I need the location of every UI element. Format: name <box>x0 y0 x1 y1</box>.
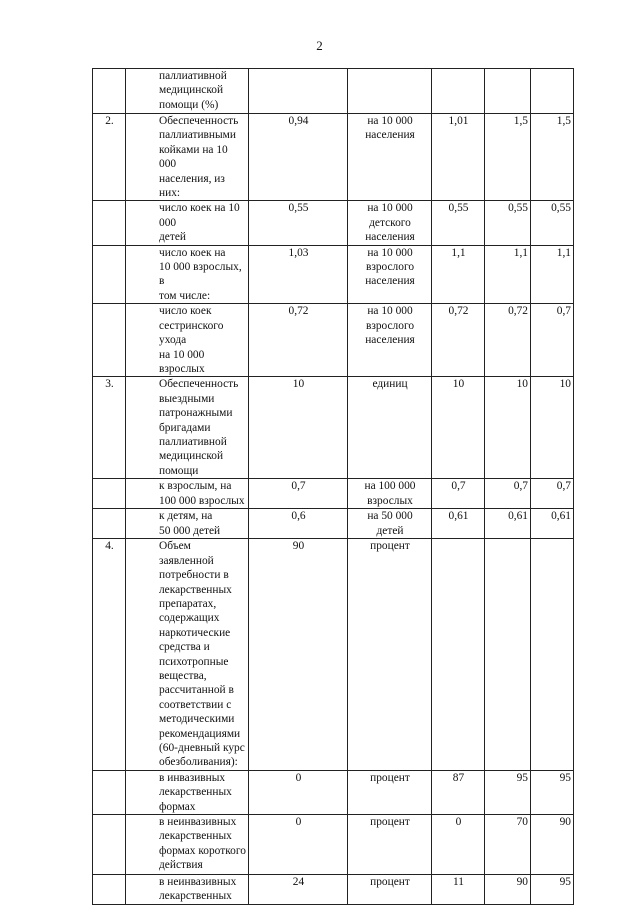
base-value-cell: 0,6 <box>249 509 348 539</box>
year2-value-cell: 0,55 <box>485 201 531 245</box>
year2-value-cell <box>485 539 531 771</box>
year2-value-cell: 95 <box>485 770 531 814</box>
year1-value-cell: 10 <box>432 377 485 479</box>
year2-value-cell: 70 <box>485 815 531 875</box>
table-body <box>93 69 574 905</box>
row-number-cell <box>93 875 126 905</box>
year3-value-cell: 0,7 <box>531 304 574 377</box>
base-value-cell: 24 <box>249 875 348 905</box>
year3-value-cell: 1,1 <box>531 245 574 304</box>
table-row <box>93 201 574 245</box>
year2-value-cell: 90 <box>485 875 531 905</box>
year1-value-cell: 87 <box>432 770 485 814</box>
row-number-cell <box>93 245 126 304</box>
table-row <box>93 304 574 377</box>
table-row <box>93 69 574 114</box>
year3-value-cell <box>531 539 574 771</box>
row-number-cell: 3. <box>93 377 126 479</box>
table-row <box>93 377 574 479</box>
base-value-cell: 0 <box>249 770 348 814</box>
unit-cell: на 10 000 населения <box>348 114 432 201</box>
row-number-cell <box>93 201 126 245</box>
base-value-cell: 0,72 <box>249 304 348 377</box>
indicator-cell: число коек сестринского ухода на 10 000 взрослых <box>126 304 249 377</box>
year2-value-cell: 1,5 <box>485 114 531 201</box>
year1-value-cell: 0,55 <box>432 201 485 245</box>
page-number: 2 <box>316 38 323 53</box>
unit-cell: процент <box>348 770 432 814</box>
year1-value-cell: 11 <box>432 875 485 905</box>
year3-value-cell: 95 <box>531 875 574 905</box>
table-row <box>93 245 574 304</box>
year3-value-cell: 0,61 <box>531 509 574 539</box>
indicators-table <box>92 68 574 905</box>
year1-value-cell: 1,1 <box>432 245 485 304</box>
year3-value-cell: 10 <box>531 377 574 479</box>
base-value-cell: 90 <box>249 539 348 771</box>
unit-cell: на 10 000 взрослого населения <box>348 304 432 377</box>
year2-value-cell: 1,1 <box>485 245 531 304</box>
row-number-cell <box>93 479 126 509</box>
year2-value-cell: 0,7 <box>485 479 531 509</box>
unit-cell: процент <box>348 875 432 905</box>
unit-cell: процент <box>348 815 432 875</box>
unit-cell: на 50 000 детей <box>348 509 432 539</box>
year2-value-cell: 0,61 <box>485 509 531 539</box>
indicator-cell: в инвазивных лекарственных формах <box>126 770 249 814</box>
unit-cell <box>348 69 432 114</box>
indicator-cell: число коек на 10 000 взрослых, в том числе: <box>126 245 249 304</box>
indicator-cell: к детям, на 50 000 детей <box>126 509 249 539</box>
table-row <box>93 770 574 814</box>
row-number-cell <box>93 69 126 114</box>
indicator-cell: Объем заявленной потребности в лекарственных препаратах, содержащих наркотические средства и психотропные вещества, рассчитанной в соответствии с методическими рекомендациями (60-дневный курс обезболивания): <box>126 539 249 771</box>
base-value-cell: 0 <box>249 815 348 875</box>
row-number-cell <box>93 509 126 539</box>
year2-value-cell: 0,72 <box>485 304 531 377</box>
year1-value-cell: 0,7 <box>432 479 485 509</box>
unit-cell: на 10 000 взрослого населения <box>348 245 432 304</box>
base-value-cell: 0,94 <box>249 114 348 201</box>
unit-cell: на 100 000 взрослых <box>348 479 432 509</box>
year3-value-cell: 90 <box>531 815 574 875</box>
indicator-cell: к взрослым, на 100 000 взрослых <box>126 479 249 509</box>
indicator-cell: паллиативной медицинской помощи (%) <box>126 69 249 114</box>
row-number-cell: 2. <box>93 114 126 201</box>
indicator-cell: число коек на 10 000 детей <box>126 201 249 245</box>
year3-value-cell: 0,55 <box>531 201 574 245</box>
table-row <box>93 114 574 201</box>
table-row <box>93 509 574 539</box>
indicator-cell: Обеспеченность паллиативными койками на 10 000 населения, из них: <box>126 114 249 201</box>
row-number-cell: 4. <box>93 539 126 771</box>
base-value-cell: 10 <box>249 377 348 479</box>
base-value-cell: 0,7 <box>249 479 348 509</box>
indicator-cell: в неинвазивных лекарственных <box>126 875 249 905</box>
year3-value-cell: 95 <box>531 770 574 814</box>
year2-value-cell: 10 <box>485 377 531 479</box>
year1-value-cell: 0,72 <box>432 304 485 377</box>
year1-value-cell: 0,61 <box>432 509 485 539</box>
indicator-cell: Обеспеченность выездными патронажными бригадами паллиативной медицинской помощи <box>126 377 249 479</box>
unit-cell: единиц <box>348 377 432 479</box>
year3-value-cell: 1,5 <box>531 114 574 201</box>
base-value-cell: 1,03 <box>249 245 348 304</box>
table-row <box>93 479 574 509</box>
year1-value-cell <box>432 69 485 114</box>
table-row <box>93 539 574 771</box>
year1-value-cell: 0 <box>432 815 485 875</box>
base-value-cell <box>249 69 348 114</box>
unit-cell: на 10 000 детского населения <box>348 201 432 245</box>
table-row <box>93 875 574 905</box>
indicator-cell: в неинвазивных лекарственных формах короткого действия <box>126 815 249 875</box>
row-number-cell <box>93 304 126 377</box>
year1-value-cell: 1,01 <box>432 114 485 201</box>
table-row <box>93 815 574 875</box>
year2-value-cell <box>485 69 531 114</box>
row-number-cell <box>93 815 126 875</box>
year3-value-cell: 0,7 <box>531 479 574 509</box>
year3-value-cell <box>531 69 574 114</box>
unit-cell: процент <box>348 539 432 771</box>
year1-value-cell <box>432 539 485 771</box>
base-value-cell: 0,55 <box>249 201 348 245</box>
row-number-cell <box>93 770 126 814</box>
